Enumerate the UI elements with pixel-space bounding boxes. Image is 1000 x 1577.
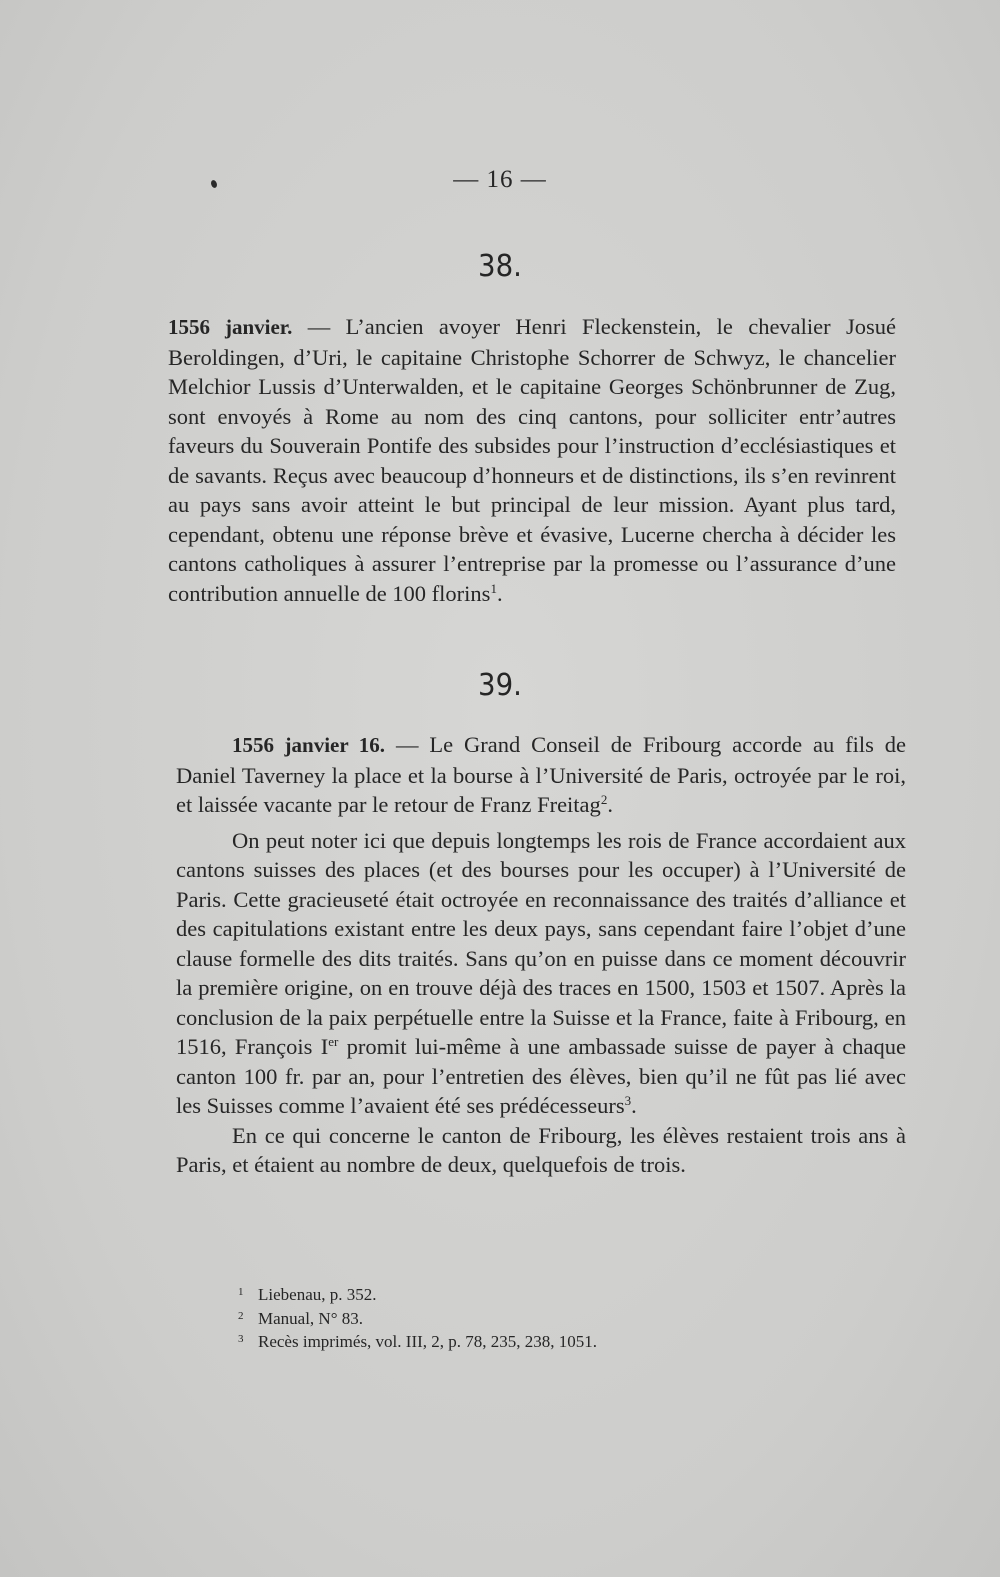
section-38-body <box>168 312 896 608</box>
section-39-paragraph-1: 1556 janvier 16. — Le Grand Conseil de Fribourg accorde au fils de Daniel Taverney la place et la bourse à l’Université de Paris, octroyée par le roi, et laissée vacante par le retour de Franz Freitag$^2$. <box>176 732 906 817</box>
section-38-paragraph: 1556 janvier. — L’ancien avoyer Henri Fleckenstein, le chevalier Josué Beroldingen, d’Uri, le capitaine Christophe Schorrer de Schwyz, le chancelier Melchior Lussis d’Unterwalden, et le capitaine Georges Schönbrunner de Zug, sont envoyés à Rome au nom des cinq cantons, pour solliciter entr’autres faveurs du Souverain Pontife des subsides pour l’instruction d’ecclésiastiques et de savants. Reçus avec beaucoup d’honneurs et de distinctions, ils s’en revinrent au pays sans avoir atteint le but principal de leur mission. Ayant plus tard, cependant, obtenu une réponse brève et évasive, Lucerne chercha à décider les cantons catholiques à assurer l’entreprise par la promesse ou l’assurance d’une contribution annuelle de 100 florins$^1$. <box>168 314 896 606</box>
footnote-ref-2[interactable]: 2 <box>600 792 608 807</box>
section-39-paragraph-3: En ce qui concerne le canton de Fribourg, les élèves restaient trois ans à Paris, et étaient au nombre de deux, quelquefois de trois. <box>176 1122 906 1177</box>
section-39-date: 1556 janvier 16. <box>232 733 386 757</box>
superscript-er: er <box>328 1034 339 1049</box>
section-39-paragraph-2: On peut noter ici que depuis longtemps les rois de France accordaient aux cantons suisses des places (et des bourses pour les occuper) à l’Université de Paris. Cette gracieuseté était octroyée en reconnaissance des traités d’alliance et des capitulations existant entre les deux pays, sans cependant faire l’objet d’une clause formelle des dits traités. Sans qu’on en puisse dans ce moment découvrir la première origine, on en trouve déjà des traces en 1500, 1503 et 1507. Après la conclusion de la paix perpétuelle entre la Suisse et la France, faite à Fribourg, en 1516, François Ier promit lui-même à une ambassade suisse de payer à chaque canton 100 fr. par an, pour l’entretien des élèves, bien qu’il ne fût pas lié avec les Suisses comme l’avaient été ses prédécesseurs$^3$. <box>176 827 906 1118</box>
footnote-3: 3 Recès imprimés, vol. III, 2, p. 78, 235, 238, 1051. <box>238 1332 598 1351</box>
footnote-2: 2 Manual, N° 83. <box>238 1308 364 1328</box>
section-39-body <box>176 730 906 1180</box>
footnote-ref-1[interactable]: 1 <box>490 580 497 596</box>
section-number-38: 38. <box>478 249 522 284</box>
footnote-ref-3[interactable]: 3 <box>624 1093 632 1108</box>
section-number-39: 39. <box>478 668 522 703</box>
footnote-1: 1 Liebenau, p. 352. <box>238 1285 377 1304</box>
footnotes <box>238 1282 597 1353</box>
section-38-date: 1556 janvier. <box>168 315 293 339</box>
page-number: — 16 — <box>453 166 547 193</box>
